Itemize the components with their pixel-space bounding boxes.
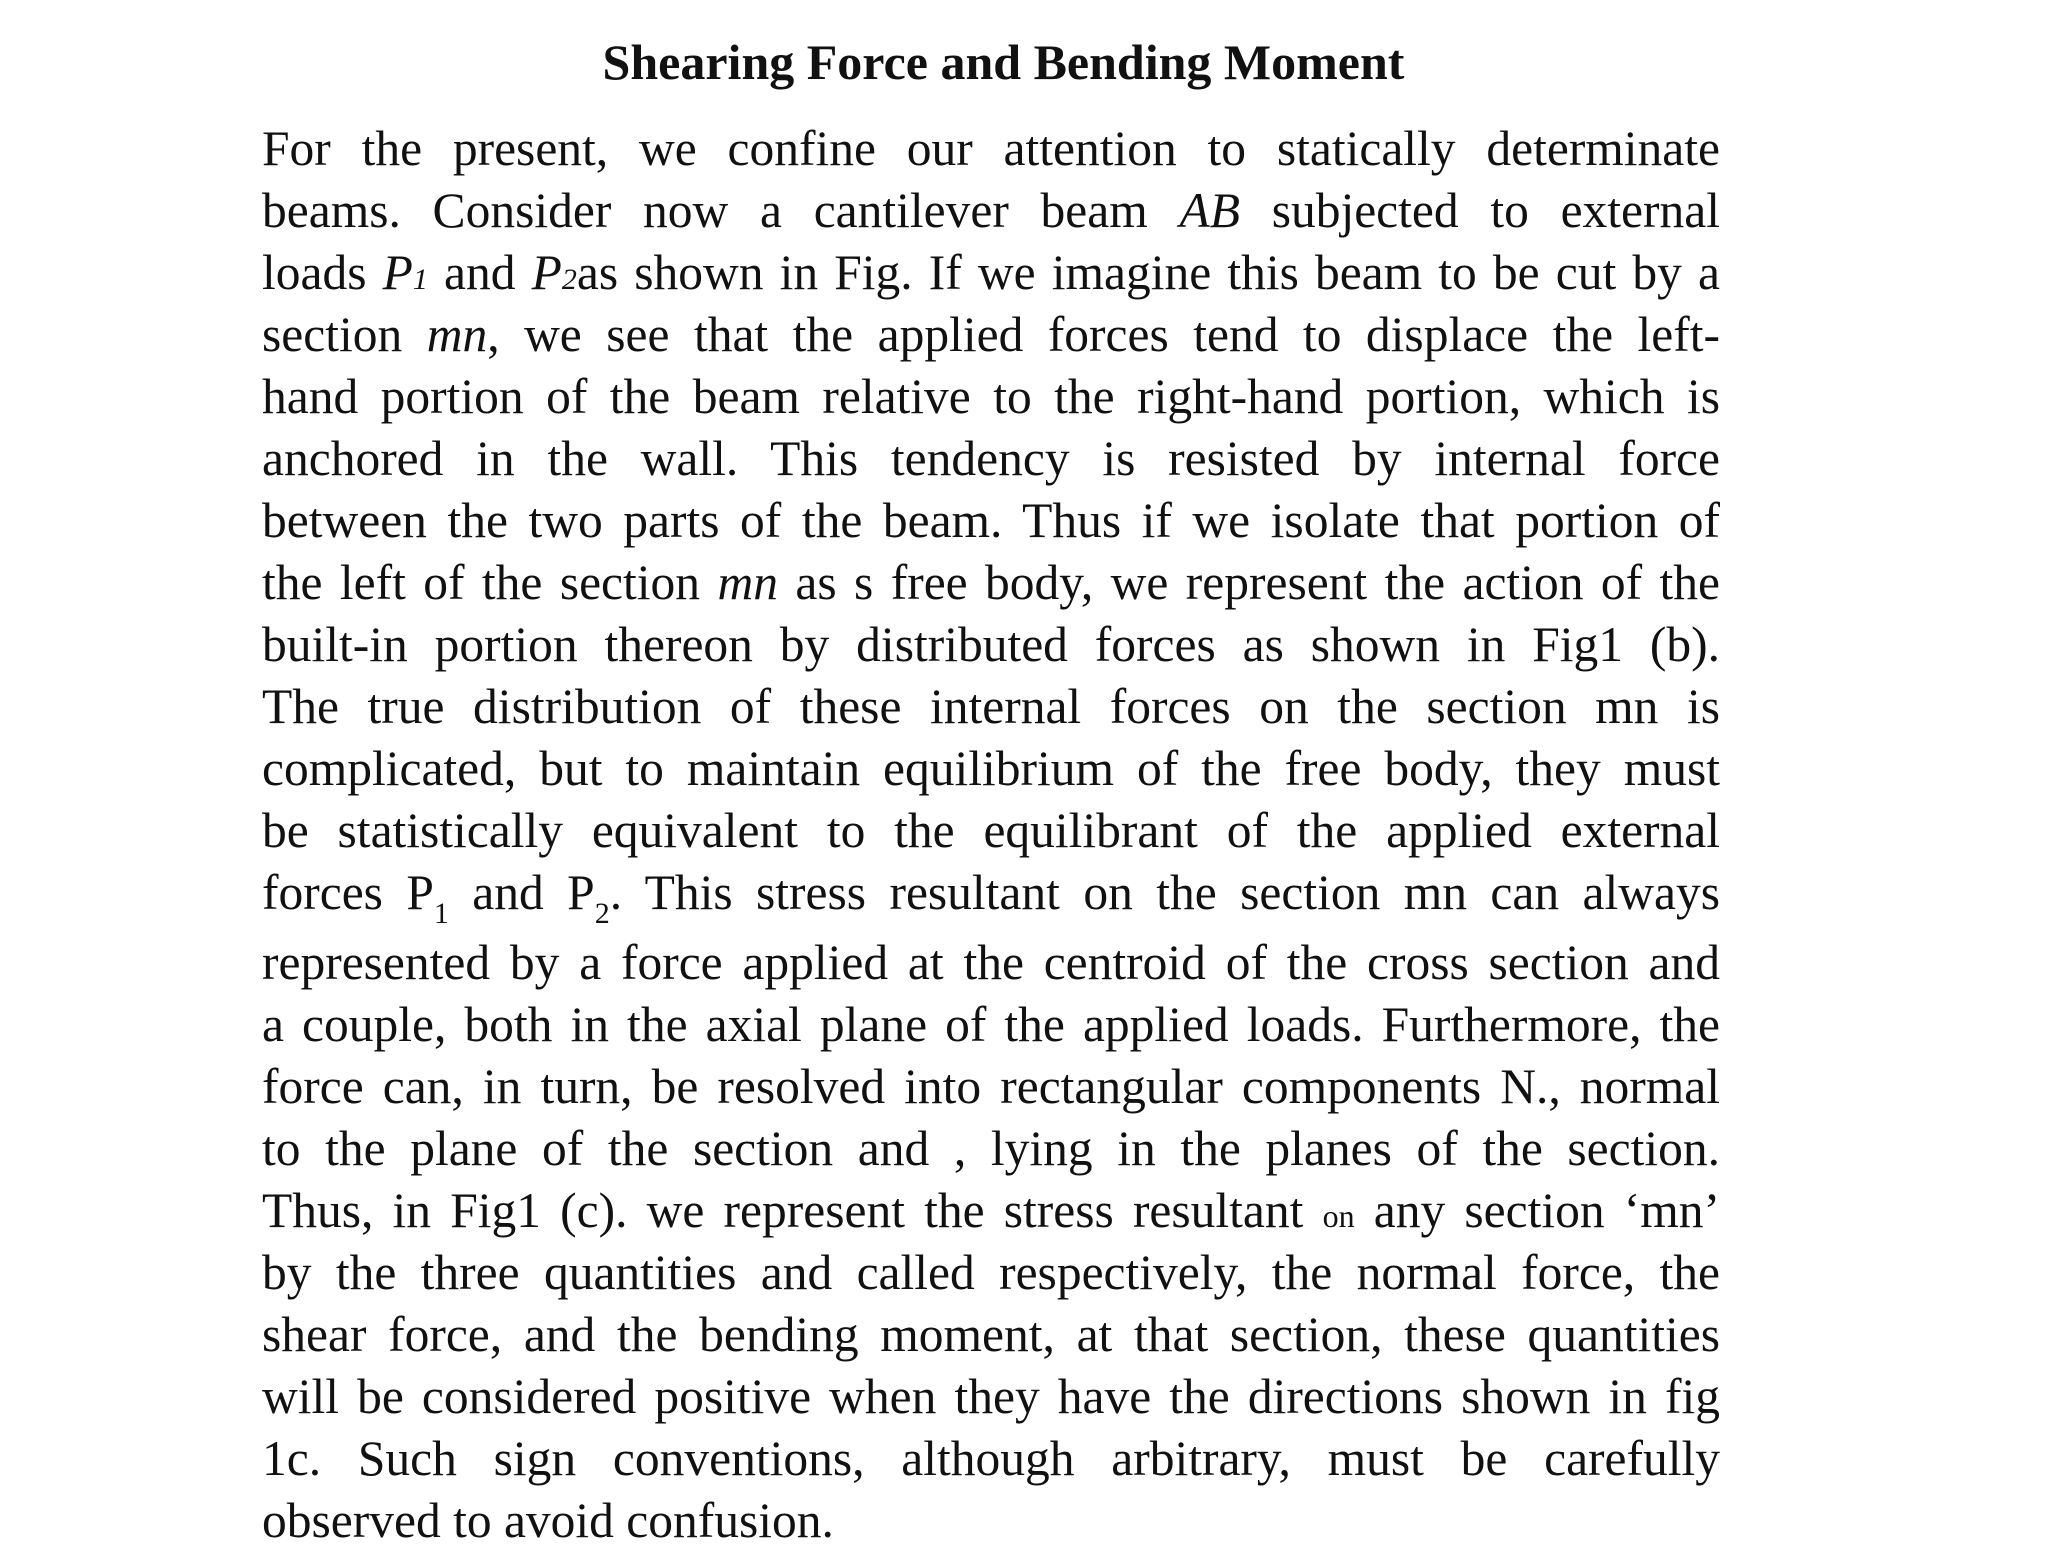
paragraph-line [262,428,1720,490]
text-run: The true distribution of these internal forces on the section mn is [262,679,1720,734]
paragraph-line [262,366,1720,428]
subscript: 1 [433,897,449,930]
text-run: as shown in Fig. If we imagine this beam to be cut by a [576,245,1720,300]
text-run: the left of the section [262,555,718,610]
italic-subscript: 1 [412,263,428,296]
paragraph-line [262,800,1720,862]
paragraph-line [262,676,1720,738]
text-run: to the plane of the section and , lying in the planes of the section. [262,1121,1720,1176]
text-run: shear force, and the bending moment, at that section, these quantities [262,1307,1720,1362]
text-run: section [262,307,427,362]
paragraph-line [262,118,1720,180]
text-run: will be considered positive when they have the directions shown in fig [262,1369,1720,1424]
paragraph-line [262,1428,1720,1490]
paragraph-line [262,1490,1720,1552]
text-run: subjected to external [1239,183,1720,238]
text-run: as s free body, we represent the action of the [777,555,1720,610]
italic-term: AB [1179,183,1240,238]
text-run: and P [448,865,595,920]
text-run: force can, in turn, be resolved into rectangular components N., normal [262,1059,1720,1114]
italic-subscript: 2 [561,263,577,296]
paragraph-line [262,862,1720,932]
subscript: 2 [594,897,610,930]
text-run: . This stress resultant on the section mn can always [609,865,1720,920]
paragraph-line [262,1242,1720,1304]
paragraph-line [262,1304,1720,1366]
text-run: and [427,245,532,300]
text-run: Thus, in Fig1 (c). we represent the stress resultant [262,1183,1323,1238]
text-run: built-in portion thereon by distributed forces as shown in Fig1 (b). [262,617,1720,672]
text-run: loads [262,245,383,300]
paragraph-line [262,1366,1720,1428]
text-run: represented by a force applied at the centroid of the cross section and [262,935,1720,990]
text-run: between the two parts of the beam. Thus if we isolate that portion of [262,493,1720,548]
paragraph-line [262,242,1720,304]
small-text: on [1322,1198,1355,1234]
paragraph-line [262,180,1720,242]
text-run: For the present, we confine our attention to statically determinate [262,121,1720,176]
paragraph-line [262,738,1720,800]
paragraph-line [262,994,1720,1056]
italic-term: P [531,245,562,300]
text-run: complicated, but to maintain equilibrium of the free body, they must [262,741,1720,796]
paragraph-line [262,552,1720,614]
text-run: 1c. Such sign conventions, although arbitrary, must be carefully [262,1431,1720,1486]
paragraph-line [262,304,1720,366]
paragraph-line [262,490,1720,552]
paragraph-line [262,614,1720,676]
text-run: observed to avoid confusion. [262,1493,834,1548]
text-run: hand portion of the beam relative to the right-hand portion, which is [262,369,1720,424]
italic-term: mn [717,555,778,610]
text-run: forces P [262,865,434,920]
text-run: by the three quantities and called respectively, the normal force, the [262,1245,1720,1300]
body-paragraph [262,118,1720,1552]
page-title: Shearing Force and Bending Moment [602,34,1405,90]
italic-term: mn [426,307,488,362]
text-run: , we see that the applied forces tend to displace the left- [487,307,1720,362]
text-run: beams. Consider now a cantilever beam [262,183,1180,238]
text-run: anchored in the wall. This tendency is resisted by internal force [262,431,1720,486]
italic-term: P [382,245,413,300]
paragraph-line [262,1118,1720,1180]
paragraph-line [262,1180,1720,1242]
paragraph-line [262,1056,1720,1118]
text-run: be statistically equivalent to the equilibrant of the applied external [262,803,1720,858]
text-run: any section ‘mn’ [1354,1183,1720,1238]
text-run: a couple, both in the axial plane of the applied loads. Furthermore, the [262,997,1720,1052]
paragraph-line [262,932,1720,994]
